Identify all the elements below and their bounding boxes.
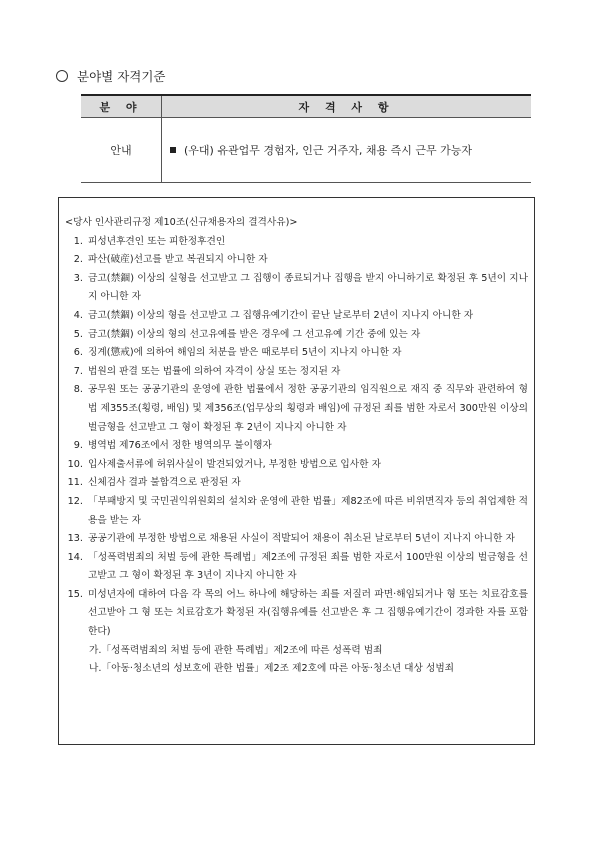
item-number: 6. [73, 347, 83, 359]
list-item [65, 251, 528, 270]
cell-field: 안내 [81, 118, 162, 183]
item-number: 11. [67, 477, 83, 489]
list-item [65, 437, 528, 456]
list-item [65, 307, 528, 326]
table-header-row [81, 95, 531, 118]
square-bullet-icon [170, 147, 176, 153]
requirements-table [81, 94, 531, 183]
item-text: 「성폭력범죄의 처벌 등에 관한 특례법」제2조에 규정된 죄를 범한 자로서 100만원 이상의 벌금형을 선고받고 그 형이 확정된 후 3년이 지나지 아니한 자 [88, 551, 528, 582]
list-item [65, 493, 528, 530]
item-text: 파산(破産)선고를 받고 복권되지 아니한 자 [88, 254, 268, 266]
section-heading-text: 분야별 자격기준 [77, 69, 166, 84]
disqualification-box [58, 197, 535, 745]
section-heading [56, 67, 166, 85]
rules-title: <당사 인사관리규정 제10조(신규채용자의 결격사유)> [65, 217, 298, 228]
item-number: 15. [67, 588, 83, 600]
header-field: 분 야 [81, 95, 162, 118]
item-text: 금고(禁錮) 이상의 실형을 선고받고 그 집행이 종료되거나 집행을 받지 아니하기로 확정된 후 5년이 지나지 아니한 자 [88, 272, 528, 303]
list-item [65, 233, 528, 252]
rules-list [65, 233, 528, 642]
item-text: 미성년자에 대하여 다음 각 목의 어느 하나에 해당하는 죄를 저질러 파면·해임되거나 형 또는 치료감호를 선고받아 그 형 또는 치료감호가 확정된 자(집행유예를 선고받은 후 그 집행유예기간이 경과한 자를 포함한다) [88, 588, 528, 638]
table-row [81, 118, 531, 183]
list-item [65, 474, 528, 493]
item-number: 1. [73, 235, 83, 247]
item-text: 금고(禁錮) 이상의 형의 선고유예를 받은 경우에 그 선고유예 기간 중에 있는 자 [88, 328, 421, 340]
item-number: 5. [73, 328, 83, 340]
rules-sub-list [65, 642, 528, 679]
item-number: 2. [73, 254, 83, 266]
item-text: 입사제출서류에 허위사실이 발견되었거나, 부정한 방법으로 입사한 자 [88, 458, 381, 470]
item-text: 병역법 제76조에서 정한 병역의무 불이행자 [88, 440, 272, 452]
circle-bullet-icon [56, 70, 68, 82]
list-item [65, 456, 528, 475]
list-item [65, 381, 528, 437]
item-number: 8. [73, 384, 83, 396]
list-item [65, 586, 528, 642]
item-number: 13. [67, 533, 83, 545]
item-number: 10. [67, 458, 83, 470]
item-text: 징계(懲戒)에 의하여 해임의 처분을 받은 때로부터 5년이 지나지 아니한 자 [88, 347, 402, 359]
list-item [65, 549, 528, 586]
item-text: 금고(禁錮) 이상의 형을 선고받고 그 집행유예기간이 끝난 날로부터 2년이 지나지 아니한 자 [88, 309, 474, 321]
list-item [65, 270, 528, 307]
cell-requirement [162, 118, 532, 183]
sub-list-item: 가.「성폭력범죄의 처벌 등에 관한 특례법」제2조에 따른 성폭력 범죄 [89, 644, 383, 656]
header-requirement: 자 격 사 항 [162, 95, 532, 118]
list-item [65, 344, 528, 363]
list-item [65, 326, 528, 345]
item-text: 법원의 판결 또는 법률에 의하여 자격이 상실 또는 정지된 자 [88, 365, 341, 377]
sub-list-item: 나.「아동·청소년의 성보호에 관한 법률」제2조 제2호에 따른 아동·청소년 대상 성범죄 [89, 663, 455, 675]
item-text: 피성년후견인 또는 피한정후견인 [88, 235, 226, 247]
requirement-text: (우대) 유관업무 경험자, 인근 거주자, 채용 즉시 근무 가능자 [184, 144, 472, 157]
item-number: 4. [73, 309, 83, 321]
item-number: 7. [73, 365, 83, 377]
item-number: 3. [73, 272, 83, 284]
item-number: 14. [67, 551, 83, 563]
item-number: 9. [73, 440, 83, 452]
item-text: 공무원 또는 공공기관의 운영에 관한 법률에서 정한 공공기관의 임직원으로 재직 중 직무와 관련하여 형법 제355조(횡령, 배임) 및 제356조(업무상의 횡령과 배임)에 규정된 죄를 범한 자로서 300만원 이상의 벌금형을 선고받고 그 형이 확정된 후 2년이 지나지 아니한 자 [88, 384, 528, 433]
list-item [65, 530, 528, 549]
item-text: 신체검사 결과 불합격으로 판정된 자 [88, 477, 241, 489]
item-text: 공공기관에 부정한 방법으로 채용된 사실이 적발되어 채용이 취소된 날로부터 5년이 지나지 아니한 자 [88, 533, 515, 545]
item-number: 12. [67, 495, 83, 507]
list-item [65, 363, 528, 382]
item-text: 「부패방지 및 국민권익위원회의 설치와 운영에 관한 법률」제82조에 따른 비위면직자 등의 취업제한 적용을 받는 자 [88, 495, 528, 526]
